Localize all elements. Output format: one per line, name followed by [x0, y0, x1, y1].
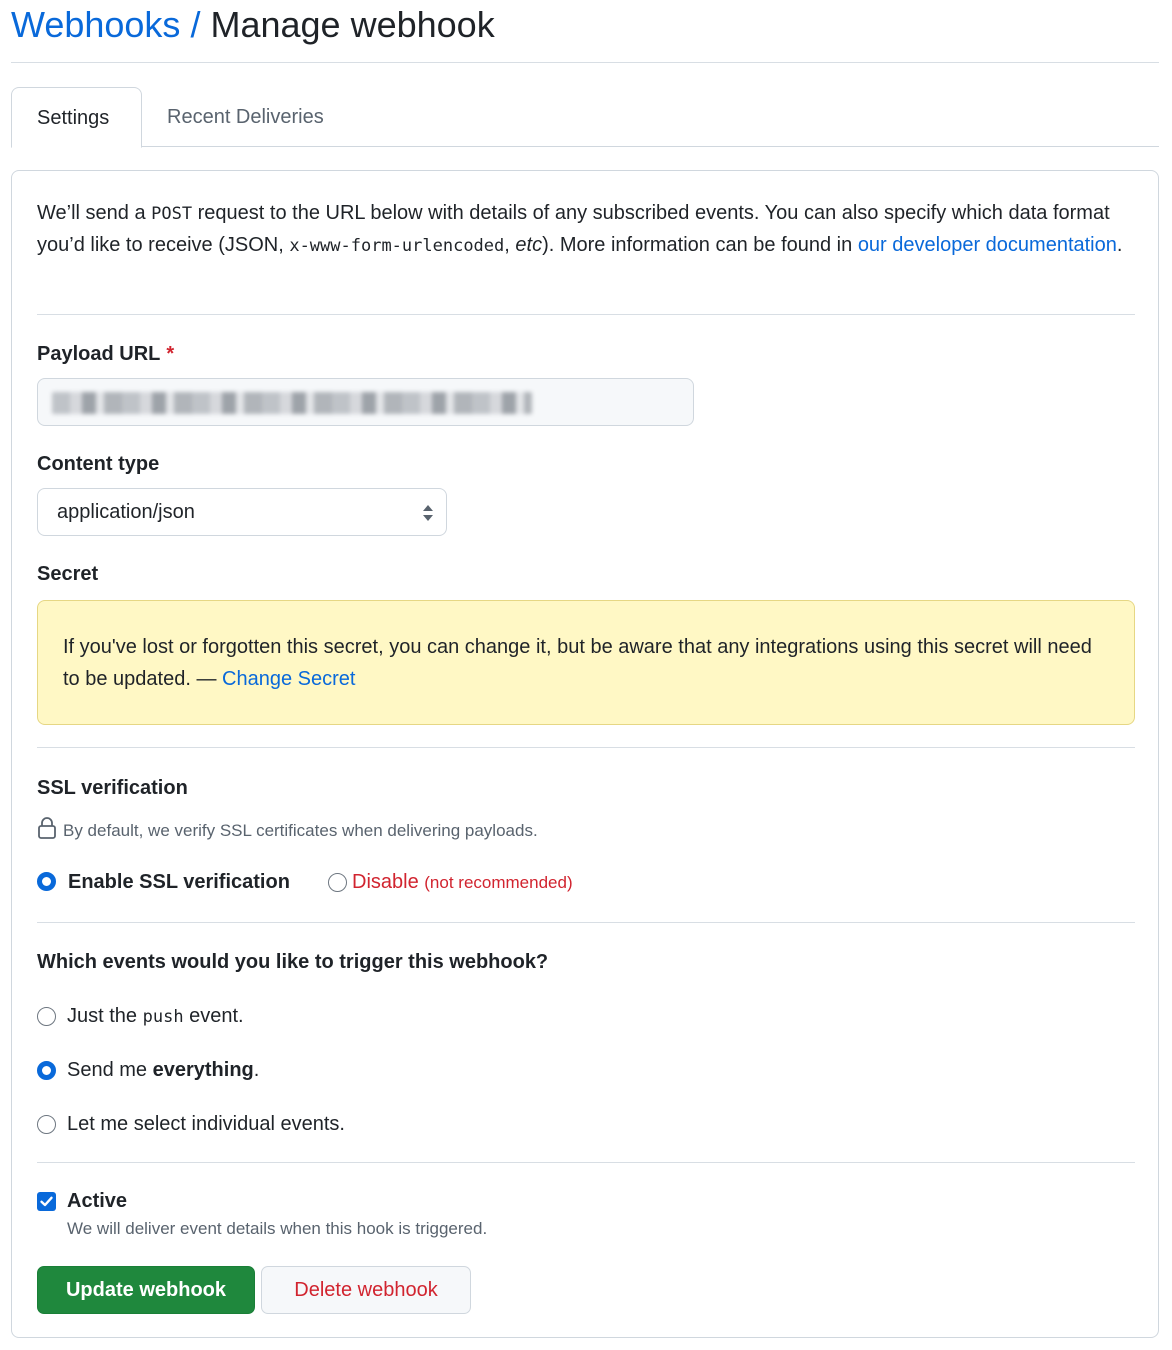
events-everything-radio[interactable]	[37, 1061, 56, 1080]
page-header	[11, 0, 1159, 63]
webhook-settings-panel	[11, 170, 1159, 1338]
secret-warning-flash	[37, 600, 1135, 725]
enable-ssl-radio[interactable]	[37, 872, 56, 891]
events-everything-label[interactable]: Send me everything.	[67, 1059, 260, 1081]
disable-ssl-label[interactable]: Disable (not recommended)	[352, 871, 573, 893]
events-push-label[interactable]: Just the push event.	[67, 1005, 244, 1027]
disable-ssl-radio[interactable]	[328, 873, 347, 892]
not-recommended-hint: (not recommended)	[424, 873, 573, 892]
required-mark: *	[166, 343, 175, 365]
payload-url-input[interactable]	[37, 378, 694, 426]
divider	[37, 747, 1135, 748]
divider	[37, 1162, 1135, 1163]
payload-url-label: Payload URL *	[37, 343, 175, 365]
breadcrumb-separator: /	[190, 4, 201, 45]
enable-ssl-label[interactable]: Enable SSL verification	[68, 871, 290, 893]
select-arrows-icon	[422, 504, 434, 522]
post-code: POST	[151, 204, 193, 224]
content-type-value: application/json	[57, 501, 195, 523]
ssl-note: By default, we verify SSL certificates when delivering payloads.	[37, 817, 538, 843]
active-description: We will deliver event details when this hook is triggered.	[67, 1219, 488, 1238]
ssl-verification-label: SSL verification	[37, 777, 188, 799]
page-title	[11, 3, 495, 47]
divider	[37, 922, 1135, 923]
redacted-url-value	[52, 392, 532, 414]
breadcrumb-current: Manage webhook	[210, 4, 495, 45]
change-secret-link[interactable]: Change Secret	[222, 668, 356, 690]
secret-warning-text: If you've lost or forgotten this secret, you can change it, but be aware that any integrations using this secret will need to be updated. —	[63, 636, 1092, 690]
update-webhook-button[interactable]: Update webhook	[37, 1266, 255, 1314]
tab-bar	[11, 87, 1159, 147]
intro-text: We’ll send a POST request to the URL below with details of any subscribed events. You can also specify which data format you’d like to receive (JSON, x-www-form-urlencoded, etc). More information can be found in our developer documentation.	[37, 202, 1123, 256]
checkmark-icon	[39, 1194, 54, 1209]
developer-documentation-link[interactable]: our developer documentation	[857, 234, 1117, 256]
events-push-radio[interactable]	[37, 1007, 56, 1026]
content-type-select[interactable]	[37, 488, 447, 536]
form-urlencoded-code: x-www-form-urlencoded	[289, 236, 505, 256]
active-label[interactable]: Active	[67, 1190, 128, 1212]
content-type-label: Content type	[37, 453, 160, 475]
active-checkbox[interactable]	[37, 1192, 56, 1211]
divider	[37, 314, 1135, 315]
tab-recent-deliveries[interactable]: Recent Deliveries	[167, 106, 324, 128]
lock-icon	[37, 817, 57, 839]
tab-settings[interactable]: Settings	[11, 87, 142, 148]
delete-webhook-button[interactable]: Delete webhook	[261, 1266, 471, 1314]
events-question: Which events would you like to trigger this webhook?	[37, 951, 549, 973]
events-select-label[interactable]: Let me select individual events.	[67, 1113, 345, 1135]
events-select-radio[interactable]	[37, 1115, 56, 1134]
breadcrumb-webhooks-link[interactable]: Webhooks	[11, 4, 181, 45]
secret-label: Secret	[37, 563, 99, 585]
push-code: push	[142, 1007, 184, 1027]
